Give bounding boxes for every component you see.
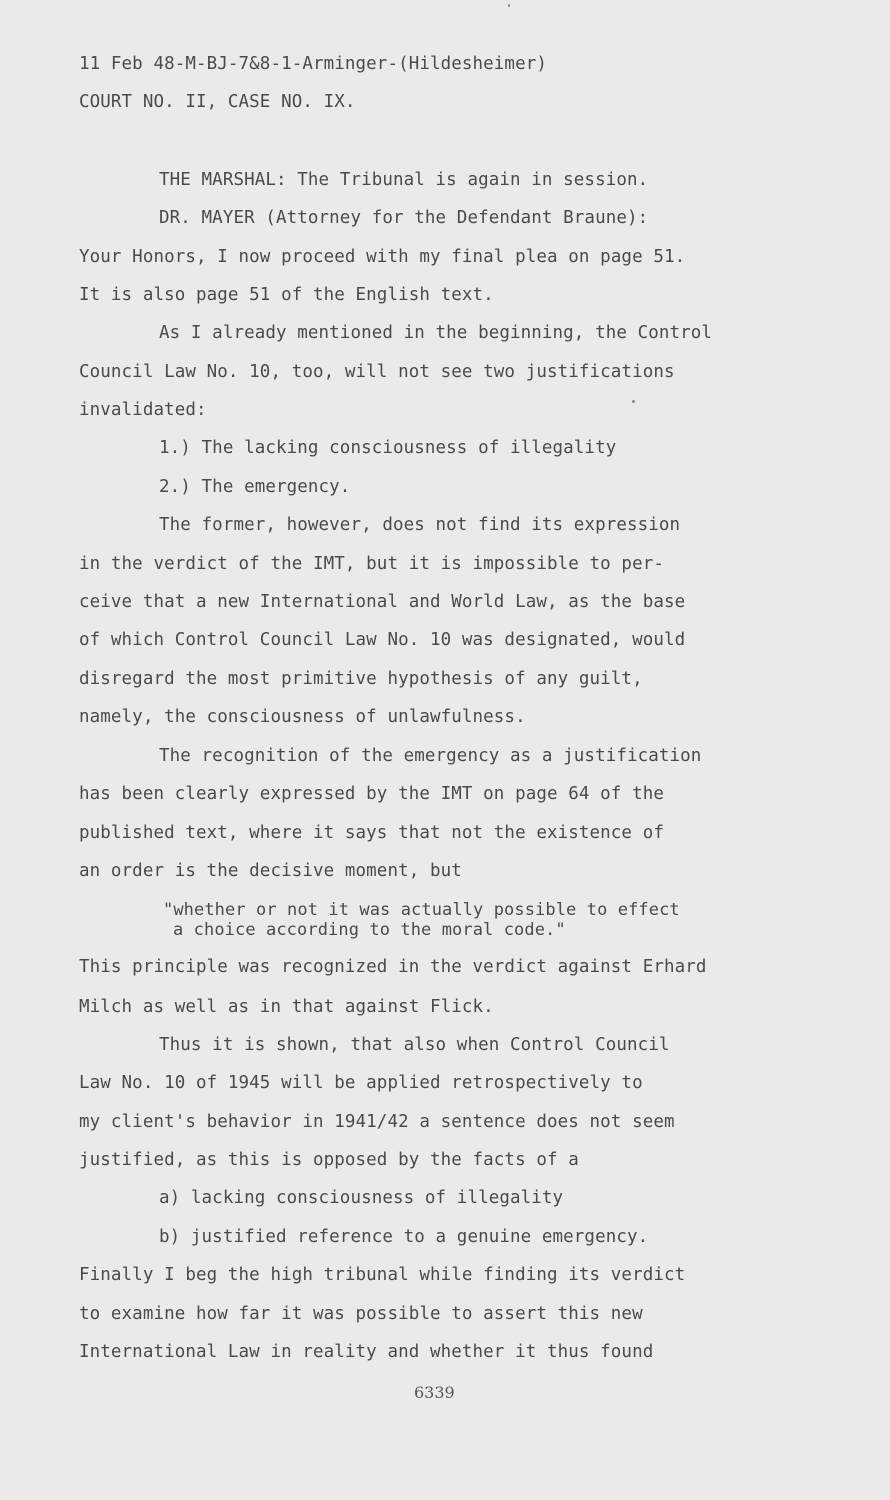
text-line: invalidated: (79, 400, 207, 420)
text-line: an order is the decisive moment, but (79, 861, 462, 881)
text-line: in the verdict of the IMT, but it is impossible to per- (79, 554, 664, 574)
text-line: has been clearly expressed by the IMT on page 64 of the (79, 784, 664, 804)
page-number: 6339 (414, 1383, 455, 1402)
text-line: The former, however, does not find its expression (159, 515, 681, 535)
text-line: Thus it is shown, that also when Control Council (159, 1035, 670, 1055)
header-reference-line: 11 Feb 48-M-BJ-7&8-1-Arminger-(Hildesheimer) (79, 54, 547, 74)
list-item: 2.) The emergency. (159, 477, 351, 497)
text-line: Council Law No. 10, too, will not see two justifications (79, 362, 675, 382)
list-item: a) lacking consciousness of illegality (159, 1188, 564, 1208)
text-line: of which Control Council Law No. 10 was designated, would (79, 630, 686, 650)
text-line: As I already mentioned in the beginning, the Control (159, 323, 713, 343)
list-item: b) justified reference to a genuine emergency. (159, 1227, 649, 1247)
text-line: justified, as this is opposed by the facts of a (79, 1150, 579, 1170)
text-line: This principle was recognized in the verdict against Erhard (79, 957, 707, 977)
text-line: International Law in reality and whether it thus found (79, 1342, 654, 1362)
text-line: published text, where it says that not the existence of (79, 823, 664, 843)
header-court-case: COURT NO. II, CASE NO. IX. (79, 92, 356, 112)
block-quote: "whether or not it was actually possible to effect (163, 900, 680, 920)
text-line: my client's behavior in 1941/42 a sentence does not seem (79, 1112, 675, 1132)
list-item: 1.) The lacking consciousness of illegality (159, 438, 617, 458)
text-line: DR. MAYER (Attorney for the Defendant Braune): (159, 208, 649, 228)
block-quote: a choice according to the moral code." (173, 920, 566, 940)
paper-speck (632, 400, 635, 403)
text-line: The recognition of the emergency as a justification (159, 746, 702, 766)
text-line: ceive that a new International and World Law, as the base (79, 592, 686, 612)
text-line: THE MARSHAL: The Tribunal is again in session. (159, 170, 649, 190)
text-line: namely, the consciousness of unlawfulness. (79, 707, 526, 727)
text-line: Your Honors, I now proceed with my final plea on page 51. (79, 247, 686, 267)
text-line: disregard the most primitive hypothesis of any guilt, (79, 669, 643, 689)
text-line: Milch as well as in that against Flick. (79, 997, 494, 1017)
text-line: to examine how far it was possible to assert this new (79, 1304, 643, 1324)
text-line: Law No. 10 of 1945 will be applied retrospectively to (79, 1073, 643, 1093)
text-line: Finally I beg the high tribunal while finding its verdict (79, 1265, 686, 1285)
text-line: It is also page 51 of the English text. (79, 285, 494, 305)
paper-speck (508, 4, 510, 7)
